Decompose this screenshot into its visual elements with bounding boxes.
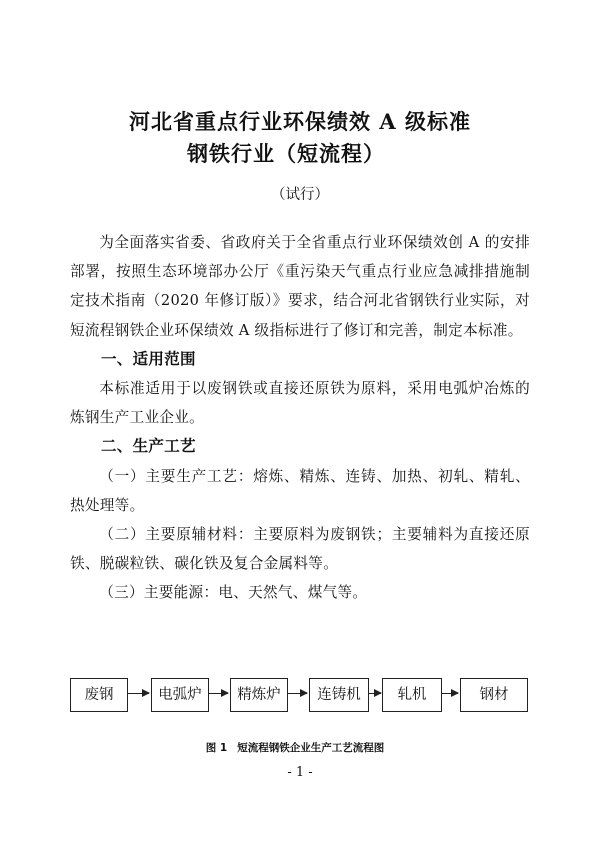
document-subtitle: （试行） (271, 187, 329, 203)
flow-arrow (441, 693, 458, 694)
page-number: - 1 - (287, 765, 313, 780)
flow-arrow (127, 693, 149, 694)
process-paragraph-materials: （二）主要原辅材料：主要原料为废钢铁；主要辅料为直接还原铁、脱碳粒铁、碳化铁及复合金属料等。 (70, 526, 530, 573)
document-body (70, 228, 530, 608)
figure-label: 图 1 (205, 742, 228, 754)
flow-step-refining-furnace: 精炼炉 (230, 678, 288, 712)
flow-arrow (368, 693, 381, 694)
section-heading-process: 二、生产工艺 (101, 437, 196, 456)
flow-step-steel-product: 钢材 (460, 678, 528, 712)
process-paragraph-main: （一）主要生产工艺：熔炼、精炼、连铸、加热、初轧、精轧、热处理等。 (70, 467, 530, 514)
section-heading-scope: 一、适用范围 (101, 349, 196, 368)
figure-caption (0, 740, 600, 755)
flow-step-rolling-mill: 轧机 (382, 678, 442, 712)
flow-arrow (208, 693, 228, 694)
process-flow-diagram (70, 678, 530, 712)
flow-step-continuous-caster: 连铸机 (309, 678, 369, 712)
flow-arrow (287, 693, 307, 694)
document-title-line-1: 河北省重点行业环保绩效 A 级标准 (129, 109, 471, 134)
scope-paragraph: 本标准适用于以废钢铁或直接还原铁为原料，采用电弧炉冶炼的炼钢生产工业企业。 (70, 380, 530, 427)
flow-step-scrap-steel: 废钢 (70, 678, 128, 712)
document-title-line-2: 钢铁行业（短流程） (187, 141, 385, 166)
process-paragraph-energy: （三）主要能源：电、天然气、煤气等。 (99, 584, 368, 602)
figure-caption-text: 短流程钢铁企业生产工艺流程图 (237, 742, 385, 754)
intro-paragraph: 为全面落实省委、省政府关于全省重点行业环保绩效创 A 的安排部署，按照生态环境部办公厅《重污染天气重点行业应急减排措施制定技术指南（2020 年修订版）》要求，结合河北省钢铁行业实际，对短流程钢铁企业环保绩效 A 级指标进行了修订和完善，制定本标准。 (70, 234, 530, 339)
flow-step-electric-arc-furnace: 电弧炉 (151, 678, 209, 712)
